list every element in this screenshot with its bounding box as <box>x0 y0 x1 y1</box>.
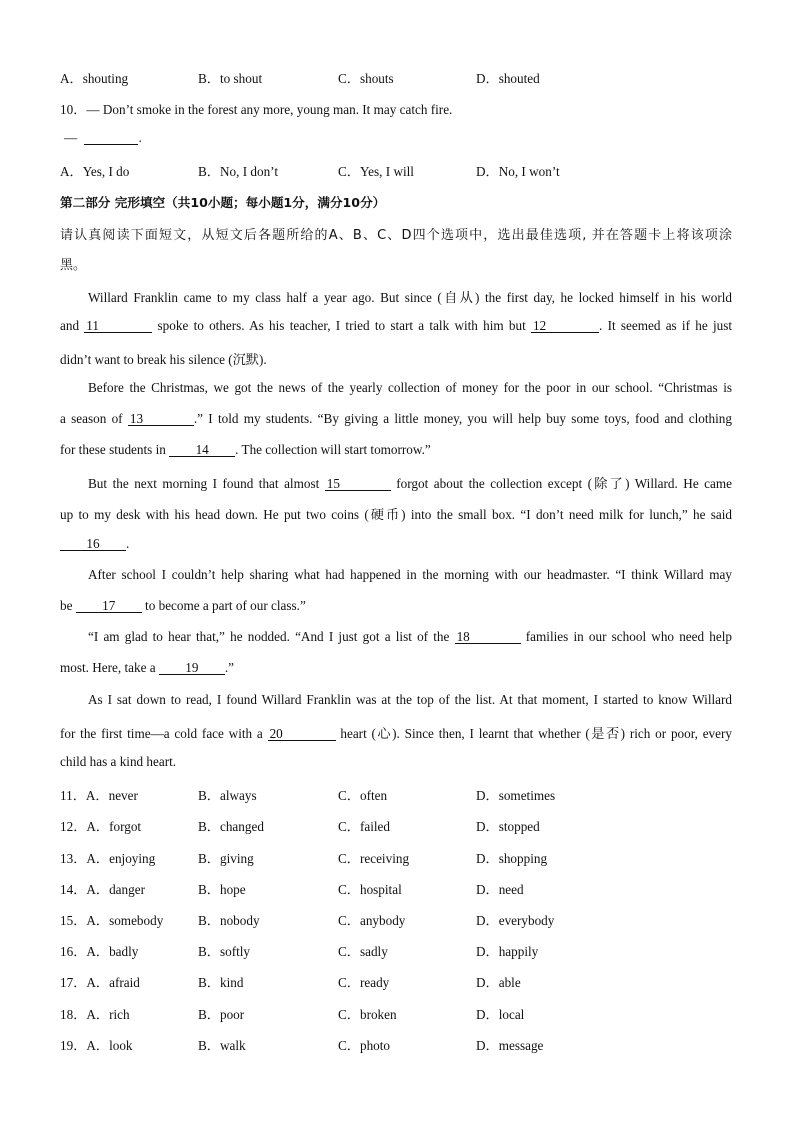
option-c: C．anybody <box>338 913 406 928</box>
passage-p3-line1: But the next morning I found that almost 15 forgot about the collection except (除了) Willard. He came <box>88 476 733 491</box>
blank-18: 18 <box>455 630 521 644</box>
option-a: 17．A．afraid <box>60 975 140 990</box>
option-a: 13．A．enjoying <box>60 851 156 866</box>
q10-stem: 10．— Don’t smoke in the forest any more, young man. It may catch fire. <box>60 102 453 117</box>
section-instruction-1: 请认真阅读下面短文，从短文后各题所给的A、B、C、D四个选项中，选出最佳选项, 并在答题卡上将该项涂 <box>60 228 732 243</box>
section-instruction-2: 黑。 <box>60 258 87 273</box>
option-d: D．stopped <box>476 819 540 834</box>
option-b: B．nobody <box>198 913 260 928</box>
q10-reply <box>64 130 142 146</box>
blank-19: 19 <box>159 661 225 675</box>
option-b: B．poor <box>198 1007 245 1022</box>
section-title: 第二部分 完形填空（共10小题；每小题1分，满分10分） <box>60 195 386 210</box>
passage-p1-line2: and 11 spoke to others. As his teacher, I tried to start a talk with him but 12 . It seemed as if he just <box>60 318 732 333</box>
option-d: D．local <box>476 1007 525 1022</box>
blank-14: 14 <box>169 443 235 457</box>
q10-option-b: B．No, I don’t <box>198 164 278 179</box>
blank-16: 16 <box>60 537 126 551</box>
option-d: D．sometimes <box>476 788 556 803</box>
option-d: D．everybody <box>476 913 555 928</box>
passage-p3-line2: up to my desk with his head down. He put two coins (硬币) into the small box. “I don’t need milk for lunch,” he said <box>60 507 732 522</box>
option-a: 12．A．forgot <box>60 819 142 834</box>
passage-p4-line1: After school I couldn’t help sharing what had happened in the morning with our headmaster. “I think Willard may <box>88 567 732 582</box>
option-b: B．kind <box>198 975 244 990</box>
option-b: B．walk <box>198 1038 246 1053</box>
option-b: B．changed <box>198 819 264 834</box>
option-d: D．able <box>476 975 521 990</box>
blank-12: 12 <box>531 319 599 333</box>
option-b: B．giving <box>198 851 254 866</box>
option-c: C．photo <box>338 1038 391 1053</box>
passage-p5-line2: most. Here, take a 19 .” <box>60 660 235 675</box>
option-a: 15．A．somebody <box>60 913 164 928</box>
passage-p6-line2: for the first time—a cold face with a 20 heart (心). Since then, I learnt that whether (是否) rich or poor, every <box>60 726 732 741</box>
q10-option-a: A．Yes, I do <box>60 164 130 179</box>
q10-option-c: C．Yes, I will <box>338 164 414 179</box>
option-a: 19．A．look <box>60 1038 133 1053</box>
q10-reply-dash: — <box>64 130 78 145</box>
passage-p4-line2: be 17 to become a part of our class.” <box>60 598 306 613</box>
q10-reply-end: . <box>138 130 142 145</box>
passage-p3-line3: 16 . <box>60 536 129 552</box>
passage-p2-line3: for these students in 14 . The collection will start tomorrow.” <box>60 442 431 457</box>
q10-blank <box>84 131 138 145</box>
option-c: C．hospital <box>338 882 402 897</box>
option-b: B．softly <box>198 944 251 959</box>
option-c: C．often <box>338 788 388 803</box>
q9-option-a: A．shouting <box>60 71 129 86</box>
blank-20: 20 <box>268 727 336 741</box>
option-a: 16．A．badly <box>60 944 139 959</box>
passage-p6-line1: As I sat down to read, I found Willard Franklin was at the top of the list. At that moment, I started to know Willard <box>88 692 732 707</box>
q9-option-c: C．shouts <box>338 71 394 86</box>
option-b: B．always <box>198 788 257 803</box>
passage-p2-line2: a season of 13 .” I told my students. “By giving a little money, you will help buy some toys, food and clothing <box>60 411 732 426</box>
blank-15: 15 <box>325 477 391 491</box>
option-b: B．hope <box>198 882 246 897</box>
passage-p1-line1: Willard Franklin came to my class half a year ago. But since (自从) the first day, he locked himself in his world <box>88 290 732 305</box>
option-d: D．need <box>476 882 524 897</box>
option-c: C．failed <box>338 819 391 834</box>
passage-p2-line1: Before the Christmas, we got the news of the yearly collection of money for the poor in our school. “Christmas is <box>88 380 732 395</box>
blank-13: 13 <box>128 412 194 426</box>
option-c: C．sadly <box>338 944 388 959</box>
option-d: D．message <box>476 1038 544 1053</box>
option-d: D．happily <box>476 944 539 959</box>
option-c: C．broken <box>338 1007 397 1022</box>
option-a: 11．A．never <box>60 788 138 803</box>
q9-option-b: B．to shout <box>198 71 263 86</box>
blank-17: 17 <box>76 599 142 613</box>
option-d: D．shopping <box>476 851 548 866</box>
option-a: 14．A．danger <box>60 882 145 897</box>
blank-11: 11 <box>84 319 152 333</box>
passage-p5-line1: “I am glad to hear that,” he nodded. “And I just got a list of the 18 families in our school who need help <box>88 629 733 644</box>
passage-p6-line3: child has a kind heart. <box>60 754 177 769</box>
option-a: 18．A．rich <box>60 1007 130 1022</box>
passage-p1-line3: didn’t want to break his silence (沉默). <box>60 352 267 367</box>
option-c: C．receiving <box>338 851 410 866</box>
q10-option-d: D．No, I won’t <box>476 164 560 179</box>
option-c: C．ready <box>338 975 390 990</box>
q9-option-d: D．shouted <box>476 71 540 86</box>
